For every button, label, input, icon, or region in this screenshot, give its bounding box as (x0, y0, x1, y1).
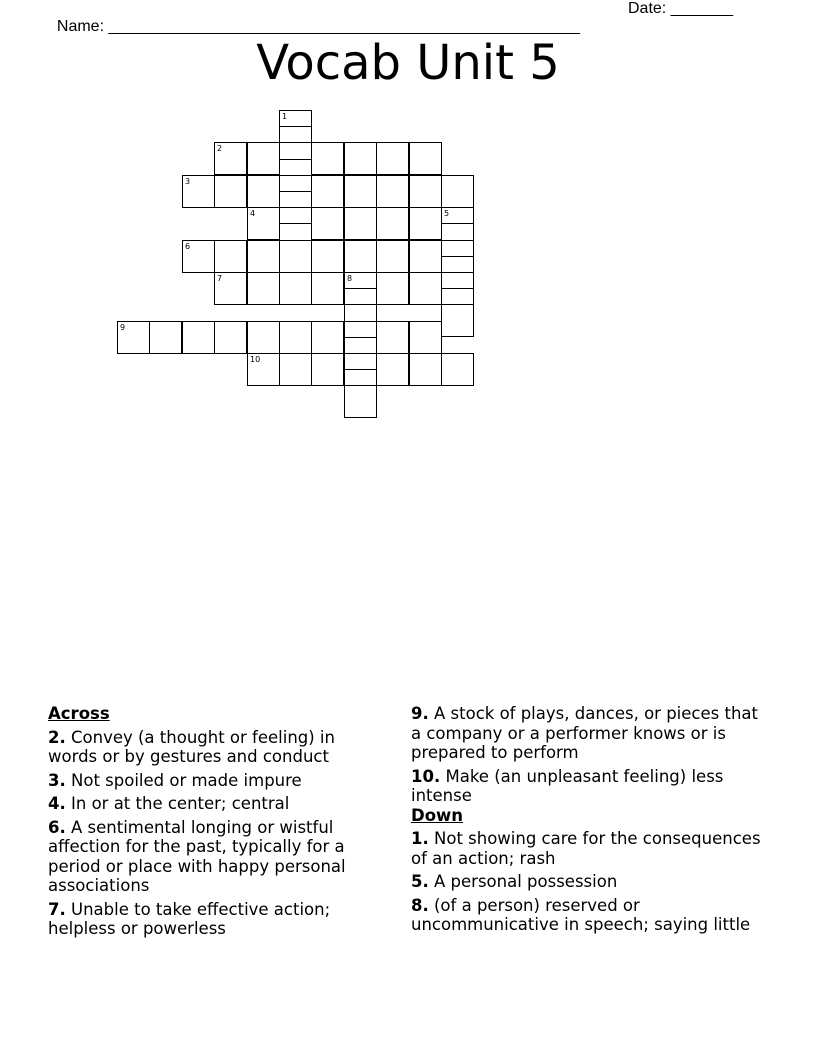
date-field-label[interactable]: Date: _______ (628, 0, 733, 17)
grid-cell[interactable] (344, 175, 377, 208)
grid-cell[interactable] (117, 321, 150, 354)
clue-number: 4 (250, 209, 256, 218)
clue-across-4: 4. In or at the center; central (48, 794, 290, 813)
clues-left-column (48, 704, 388, 943)
grid-cell[interactable] (182, 321, 215, 354)
grid-cell[interactable] (311, 175, 344, 208)
clue-number: 5 (444, 209, 450, 218)
grid-cell[interactable] (182, 240, 215, 273)
clue-across-7: 7. Unable to take effective action; helpless or powerless (48, 899, 331, 938)
clue-across-2: 2. Convey (a thought or feeling) in words or by gestures and conduct (48, 727, 335, 766)
grid-cell[interactable] (376, 272, 409, 305)
grid-cell[interactable] (376, 175, 409, 208)
grid-cell[interactable] (376, 353, 409, 386)
across-heading: Across (48, 704, 110, 723)
grid-cell[interactable] (247, 175, 280, 208)
clue-number: 10 (250, 355, 261, 364)
grid-cell[interactable] (247, 207, 280, 240)
grid-cell[interactable] (279, 321, 312, 354)
clue-number: 7 (217, 274, 223, 283)
grid-cell[interactable] (149, 321, 182, 354)
name-field-label[interactable]: Name: _____________________________________________________ (56, 18, 581, 35)
down-heading: Down (411, 805, 464, 825)
grid-cell[interactable] (214, 321, 247, 354)
grid-cell[interactable] (214, 272, 247, 305)
grid-cell[interactable] (311, 272, 344, 305)
grid-cell[interactable] (311, 321, 344, 354)
clue-across-10: 10. Make (an unpleasant feeling) less intense (411, 766, 724, 805)
clue-number: 9 (120, 323, 126, 332)
grid-cell[interactable] (247, 353, 280, 386)
clue-across-3: 3. Not spoiled or made impure (48, 770, 302, 790)
grid-cell[interactable] (279, 272, 312, 305)
grid-cell[interactable] (214, 240, 247, 273)
clue-number: 8 (347, 274, 353, 283)
grid-cell[interactable] (247, 240, 280, 273)
grid-cell[interactable] (376, 207, 409, 240)
grid-cell[interactable] (344, 240, 377, 273)
grid-cell[interactable] (409, 175, 442, 208)
clue-down-1: 1. Not showing care for the consequences of an action; rash (411, 829, 761, 868)
clue-number: 2 (217, 144, 223, 153)
grid-cell[interactable] (409, 272, 442, 305)
clue-down-5: 5. A personal possession (411, 872, 618, 891)
grid-cell[interactable] (344, 385, 377, 418)
grid-cell[interactable] (344, 142, 377, 175)
grid-cell[interactable] (311, 240, 344, 273)
grid-cell[interactable] (409, 142, 442, 175)
clue-number: 6 (185, 242, 191, 251)
grid-cell[interactable] (409, 353, 442, 386)
grid-cell[interactable] (214, 142, 247, 175)
grid-cell[interactable] (376, 321, 409, 354)
clue-number: 3 (185, 177, 191, 186)
clue-number: 1 (282, 112, 288, 121)
grid-cell[interactable] (441, 304, 474, 337)
grid-cell[interactable] (344, 207, 377, 240)
grid-cell[interactable] (311, 142, 344, 175)
grid-cell[interactable] (247, 321, 280, 354)
grid-cell[interactable] (376, 142, 409, 175)
grid-cell[interactable] (247, 272, 280, 305)
grid-cell[interactable] (279, 240, 312, 273)
grid-cell[interactable] (376, 240, 409, 273)
grid-cell[interactable] (441, 175, 474, 208)
clues-right-column (411, 704, 761, 939)
grid-cell[interactable] (214, 175, 247, 208)
clue-down-8: 8. (of a person) reserved or uncommunicative in speech; saying little (411, 895, 751, 934)
grid-cell[interactable] (409, 240, 442, 273)
grid-cell[interactable] (182, 175, 215, 208)
clue-across-9: 9. A stock of plays, dances, or pieces that a company or a performer knows or is prepared to perform (411, 704, 758, 762)
grid-cell[interactable] (409, 321, 442, 354)
grid-cell[interactable] (311, 207, 344, 240)
clue-across-6: 6. A sentimental longing or wistful affection for the past, typically for a period or place with happy personal associations (48, 817, 346, 895)
grid-cell[interactable] (409, 207, 442, 240)
grid-cell[interactable] (247, 142, 280, 175)
grid-cell[interactable] (311, 353, 344, 386)
grid-cell[interactable] (441, 353, 474, 386)
grid-cell[interactable] (279, 353, 312, 386)
page-title: Vocab Unit 5 (256, 35, 560, 91)
